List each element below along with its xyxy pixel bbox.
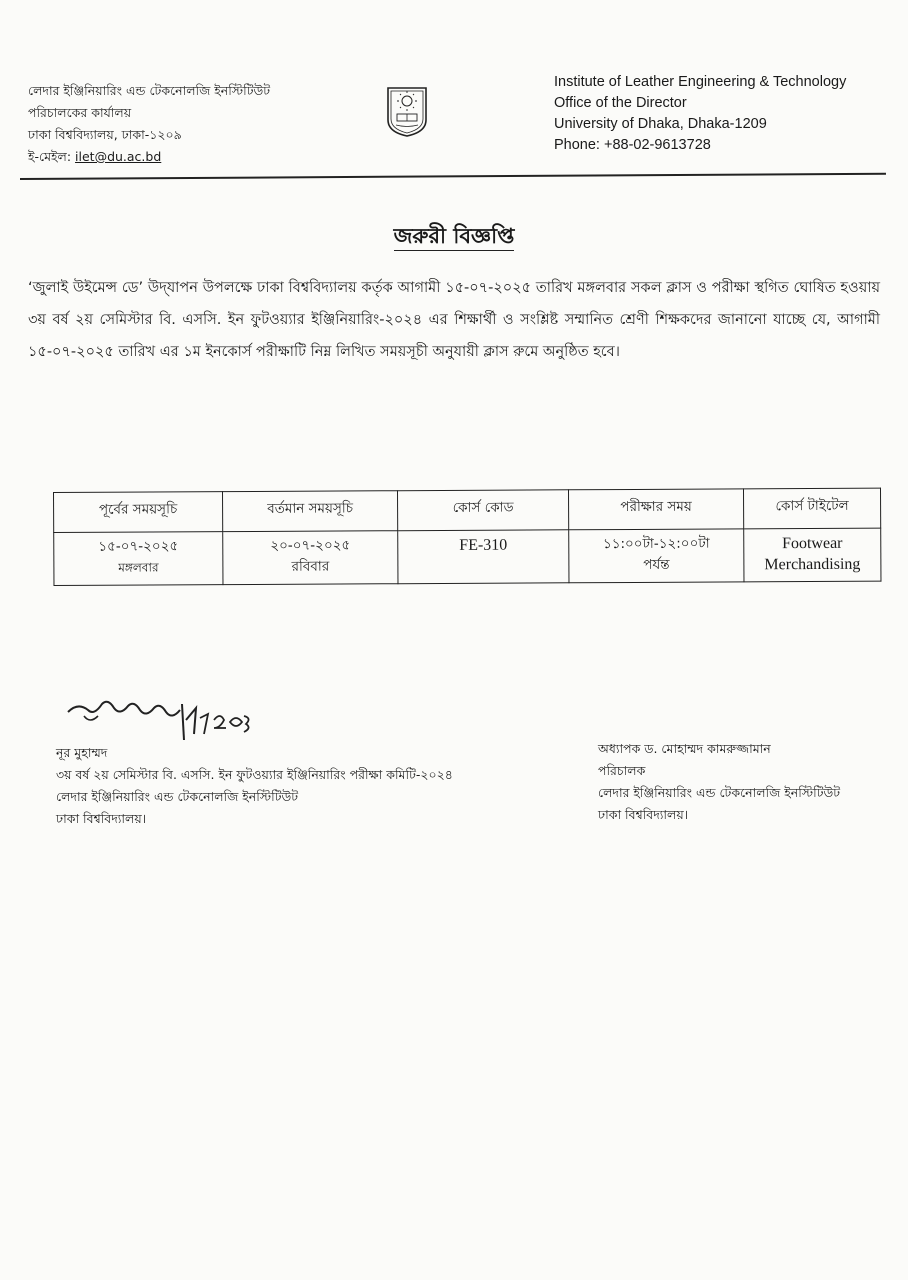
header-previous-schedule: পূর্বের সময়সূচি bbox=[54, 492, 223, 533]
institute-name-bn: লেদার ইঞ্জিনিয়ারিং এন্ড টেকনোলজি ইনস্টিটিউট bbox=[28, 83, 271, 98]
schedule-table bbox=[53, 488, 881, 586]
cell-course-title bbox=[744, 528, 881, 582]
header-left-address bbox=[28, 80, 270, 168]
university-logo-icon bbox=[384, 84, 430, 138]
previous-day: মঙ্গলবার bbox=[118, 560, 159, 575]
course-code: FE-310 bbox=[459, 536, 508, 554]
signatory-left-university: ঢাকা বিশ্ববিদ্যালয়। bbox=[56, 811, 147, 826]
signatory-right bbox=[598, 738, 840, 826]
header-divider bbox=[20, 173, 886, 180]
signatory-left-name: নূর মুহাম্মদ bbox=[56, 745, 108, 760]
table-header-row bbox=[54, 488, 881, 532]
exam-time-suffix: পর্যন্ত bbox=[643, 556, 670, 573]
header-course-title: কোর্স টাইটেল bbox=[743, 488, 880, 529]
signatory-right-university: ঢাকা বিশ্ববিদ্যালয়। bbox=[598, 807, 689, 822]
address-bn: ঢাকা বিশ্ববিদ্যালয়, ঢাকা-১২০৯ bbox=[28, 127, 182, 142]
new-day: রবিবার bbox=[291, 558, 330, 575]
cell-current-schedule bbox=[223, 531, 398, 585]
table-row bbox=[54, 528, 881, 585]
email-label: ই-মেইল: bbox=[28, 149, 76, 164]
office-name-en: Office of the Director bbox=[554, 95, 687, 111]
institute-name-en: Institute of Leather Engineering & Technology bbox=[554, 74, 847, 90]
header-right-address bbox=[554, 72, 846, 156]
signatory-right-name: অধ্যাপক ড. মোহাম্মদ কামরুজ্জামান bbox=[598, 741, 771, 756]
header-exam-time: পরীক্ষার সময় bbox=[568, 489, 743, 530]
office-name-bn: পরিচালকের কার্যালয় bbox=[28, 105, 132, 120]
header-current-schedule: বর্তমান সময়সূচি bbox=[223, 491, 398, 532]
header-course-code: কোর্স কোড bbox=[397, 490, 568, 531]
address-en: University of Dhaka, Dhaka-1209 bbox=[554, 116, 767, 132]
email-link[interactable]: ilet@du.ac.bd bbox=[75, 149, 162, 164]
course-title-line2: Merchandising bbox=[764, 555, 861, 574]
email-line bbox=[28, 146, 270, 168]
phone-en: Phone: +88-02-9613728 bbox=[554, 137, 711, 153]
handwritten-signature bbox=[64, 694, 254, 746]
notice-body: ‘জুলাই উইমেন্স ডে’ উদ্‌যাপন উপলক্ষে ঢাকা বিশ্ববিদ্যালয় কর্তৃক আগামী ১৫-০৭-২০২৫ তারিখ মঙ্গলবার সকল ক্লাস ও পরীক্ষা স্থগিত ঘোষিত হওয়ায় ৩য় বর্ষ ২য় সেমিস্টার বি. এসসি. ইন ফুটওয়্যার ইঞ্জিনিয়ারিং-২০২৪ এর শিক্ষার্থী ও সংশ্লিষ্ট সম্মানিত শ্রেণী শিক্ষকদের জানানো যাচ্ছে যে, আগামী ১৫-০৭-২০২৫ তারিখ এর ১ম ইনকোর্স পরীক্ষাটি নিম্ন লিখিত সময়সূচী অনুযায়ী ক্লাস রুমে অনুষ্ঠিত হবে। bbox=[28, 280, 880, 360]
exam-time: ১১:০০টা-১২:০০টা bbox=[602, 535, 710, 553]
signatory-left-committee: ৩য় বর্ষ ২য় সেমিস্টার বি. এসসি. ইন ফুটওয়্যার ইঞ্জিনিয়ারিং পরীক্ষা কমিটি-২০২৪ bbox=[56, 767, 453, 782]
new-date: ২০-০৭-২০২৫ bbox=[270, 537, 351, 554]
cell-exam-time bbox=[569, 529, 744, 583]
course-title-line1: Footwear bbox=[782, 534, 843, 553]
previous-date: ১৫-০৭-২০২৫ bbox=[98, 538, 179, 555]
notice-title: জরুরী বিজ্ঞপ্তি bbox=[0, 220, 908, 255]
signatory-left bbox=[56, 742, 453, 830]
cell-previous-schedule bbox=[54, 532, 223, 586]
signatory-right-title: পরিচালক bbox=[598, 763, 646, 778]
cell-course-code bbox=[398, 530, 569, 584]
signatory-left-institute: লেদার ইঞ্জিনিয়ারিং এন্ড টেকনোলজি ইনস্টিটিউট bbox=[56, 789, 299, 804]
signatory-right-institute: লেদার ইঞ্জিনিয়ারিং এন্ড টেকনোলজি ইনস্টিটিউট bbox=[598, 785, 841, 800]
